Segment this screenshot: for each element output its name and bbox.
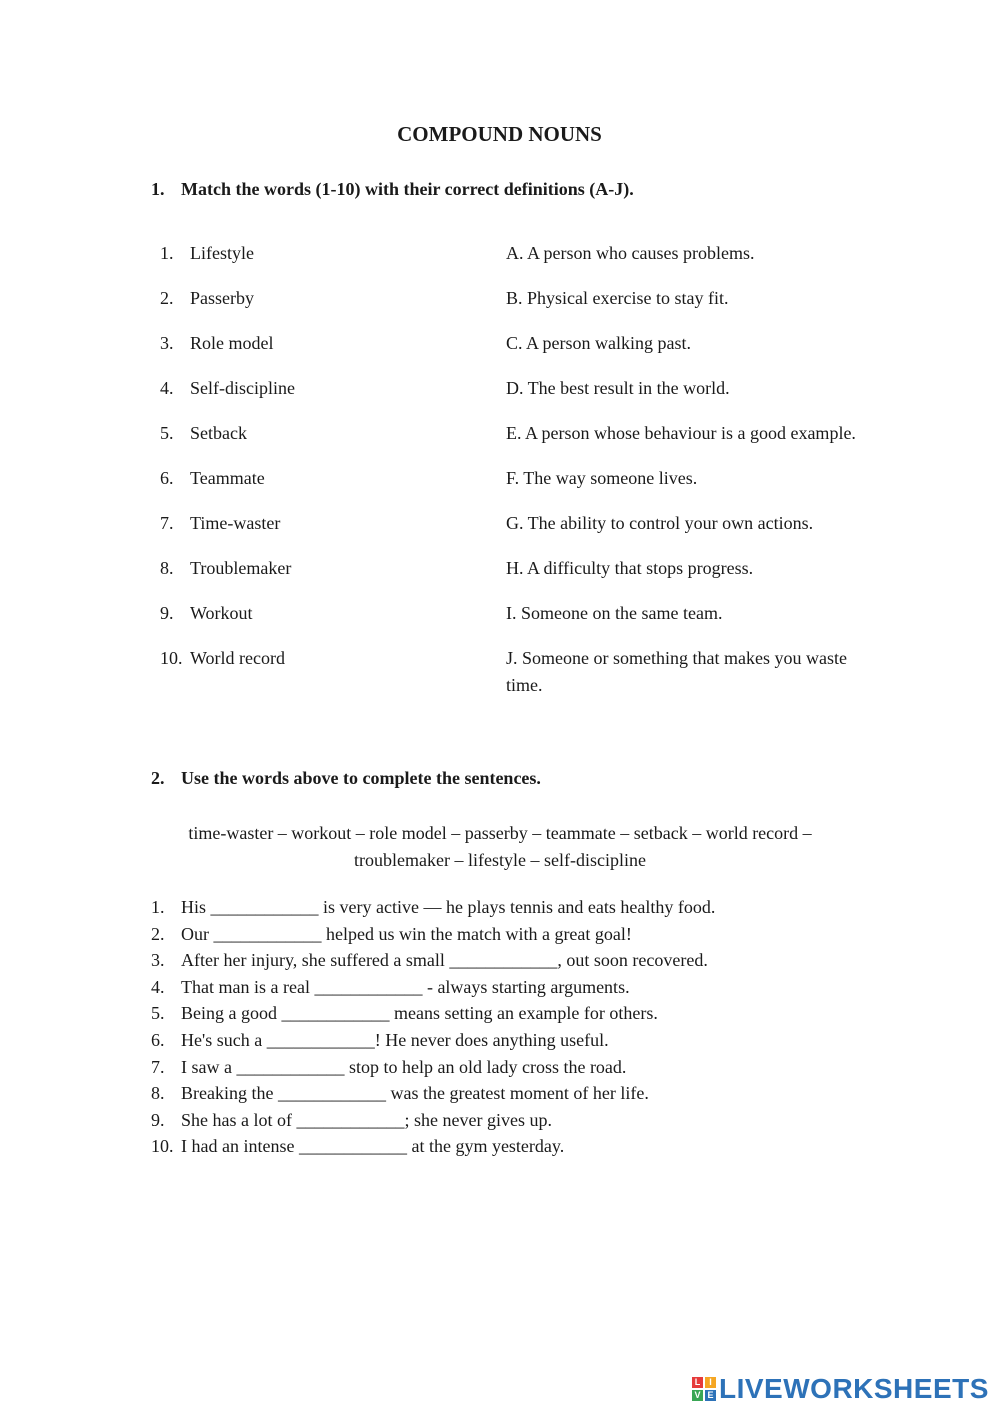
section-1-instruction: Match the words (1-10) with their correct definitions (A-J). <box>181 179 634 199</box>
match-word: Passerby <box>190 288 254 308</box>
match-row <box>160 510 860 537</box>
section-2-number: 2. <box>151 768 165 788</box>
logo-text: LIVEWORKSHEETS <box>719 1373 989 1404</box>
match-definition: C. A person walking past. <box>506 333 691 353</box>
match-word: Teammate <box>190 468 265 488</box>
match-definition: G. The ability to control your own actions. <box>506 513 814 533</box>
match-number: 2. <box>160 288 174 308</box>
match-number: 3. <box>160 333 174 353</box>
match-word: Troublemaker <box>190 558 292 578</box>
match-word: Setback <box>190 423 247 443</box>
logo-mark-cell: I <box>705 1377 716 1388</box>
match-number: 1. <box>160 243 174 263</box>
match-definition: E. A person whose behaviour is a good example. <box>506 423 856 443</box>
sentence-item <box>151 1027 871 1054</box>
match-number: 9. <box>160 603 174 623</box>
match-definition: H. A difficulty that stops progress. <box>506 558 754 578</box>
word-bank-line-1: time-waster – workout – role model – passerby – teammate – setback – world record – <box>188 823 812 843</box>
match-number: 4. <box>160 378 174 398</box>
match-definition: J. Someone or something that makes you waste time. <box>506 648 847 695</box>
sentence-text[interactable]: I saw a ____________ stop to help an old lady cross the road. <box>181 1056 627 1077</box>
sentence-text[interactable]: His ____________ is very active — he plays tennis and eats healthy food. <box>181 897 716 917</box>
page-title: COMPOUND NOUNS <box>397 122 602 146</box>
sentence-item <box>151 1133 871 1160</box>
sentence-text[interactable]: Breaking the ____________ was the greatest moment of her life. <box>181 1083 649 1104</box>
section-2-instruction: Use the words above to complete the sentences. <box>181 768 541 788</box>
section-1-number: 1. <box>151 179 165 199</box>
section-1-heading <box>151 179 634 200</box>
sentence-number: 6. <box>151 1029 165 1050</box>
matching-table <box>160 240 860 717</box>
sentence-text[interactable]: Being a good ____________ means setting an example for others. <box>181 1003 658 1024</box>
sentence-item <box>151 921 871 948</box>
match-number: 6. <box>160 468 174 488</box>
sentence-text[interactable]: After her injury, she suffered a small ____________, out soon recovered. <box>181 950 708 971</box>
sentence-text[interactable]: She has a lot of ____________; she never gives up. <box>181 1109 552 1130</box>
match-word: Role model <box>190 333 274 353</box>
match-definition: B. Physical exercise to stay fit. <box>506 288 729 308</box>
sentence-text[interactable]: I had an intense ____________ at the gym yesterday. <box>181 1136 565 1157</box>
match-word: Self-discipline <box>190 378 295 398</box>
word-bank-line-2: troublemaker – lifestyle – self-discipline <box>354 850 646 870</box>
liveworksheets-logo[interactable] <box>692 1373 989 1405</box>
sentence-number: 1. <box>151 897 165 917</box>
match-row <box>160 285 860 312</box>
match-word: World record <box>190 648 286 668</box>
sentence-list <box>151 894 871 1160</box>
sentence-text[interactable]: That man is a real ____________ - always starting arguments. <box>181 976 630 997</box>
word-bank <box>140 820 860 874</box>
match-row <box>160 600 860 627</box>
match-row <box>160 240 860 267</box>
match-row <box>160 330 860 357</box>
match-definition: D. The best result in the world. <box>506 378 730 398</box>
match-row <box>160 555 860 582</box>
sentence-number: 10. <box>151 1136 174 1157</box>
sentence-number: 8. <box>151 1083 165 1104</box>
sentence-text[interactable]: He's such a ____________! He never does anything useful. <box>181 1029 609 1050</box>
match-row <box>160 420 860 447</box>
sentence-item <box>151 1054 871 1081</box>
logo-mark-cell: L <box>692 1377 703 1388</box>
match-definition: I. Someone on the same team. <box>506 603 723 623</box>
match-definition: A. A person who causes problems. <box>506 243 755 263</box>
logo-mark-cell: E <box>705 1390 716 1401</box>
match-number: 7. <box>160 513 174 533</box>
match-number: 8. <box>160 558 174 578</box>
sentence-item <box>151 1107 871 1134</box>
sentence-text[interactable]: Our ____________ helped us win the match with a great goal! <box>181 923 632 944</box>
match-word: Time-waster <box>190 513 281 533</box>
sentence-item <box>151 1000 871 1027</box>
sentence-item <box>151 1080 871 1107</box>
sentence-number: 7. <box>151 1056 165 1077</box>
section-2-heading <box>151 768 541 789</box>
logo-mark-icon <box>692 1377 716 1401</box>
sentence-number: 4. <box>151 976 165 997</box>
match-number: 5. <box>160 423 174 443</box>
match-number: 10. <box>160 648 183 668</box>
match-word: Lifestyle <box>190 243 254 263</box>
match-definition: F. The way someone lives. <box>506 468 698 488</box>
sentence-item <box>151 947 871 974</box>
sentence-item <box>151 894 871 921</box>
match-row <box>160 465 860 492</box>
sentence-number: 2. <box>151 923 165 944</box>
sentence-number: 3. <box>151 950 165 971</box>
match-row <box>160 375 860 402</box>
match-row <box>160 645 860 698</box>
sentence-number: 9. <box>151 1109 165 1130</box>
match-word: Workout <box>190 603 253 623</box>
sentence-item <box>151 974 871 1001</box>
logo-mark-cell: V <box>692 1390 703 1401</box>
sentence-number: 5. <box>151 1003 165 1024</box>
